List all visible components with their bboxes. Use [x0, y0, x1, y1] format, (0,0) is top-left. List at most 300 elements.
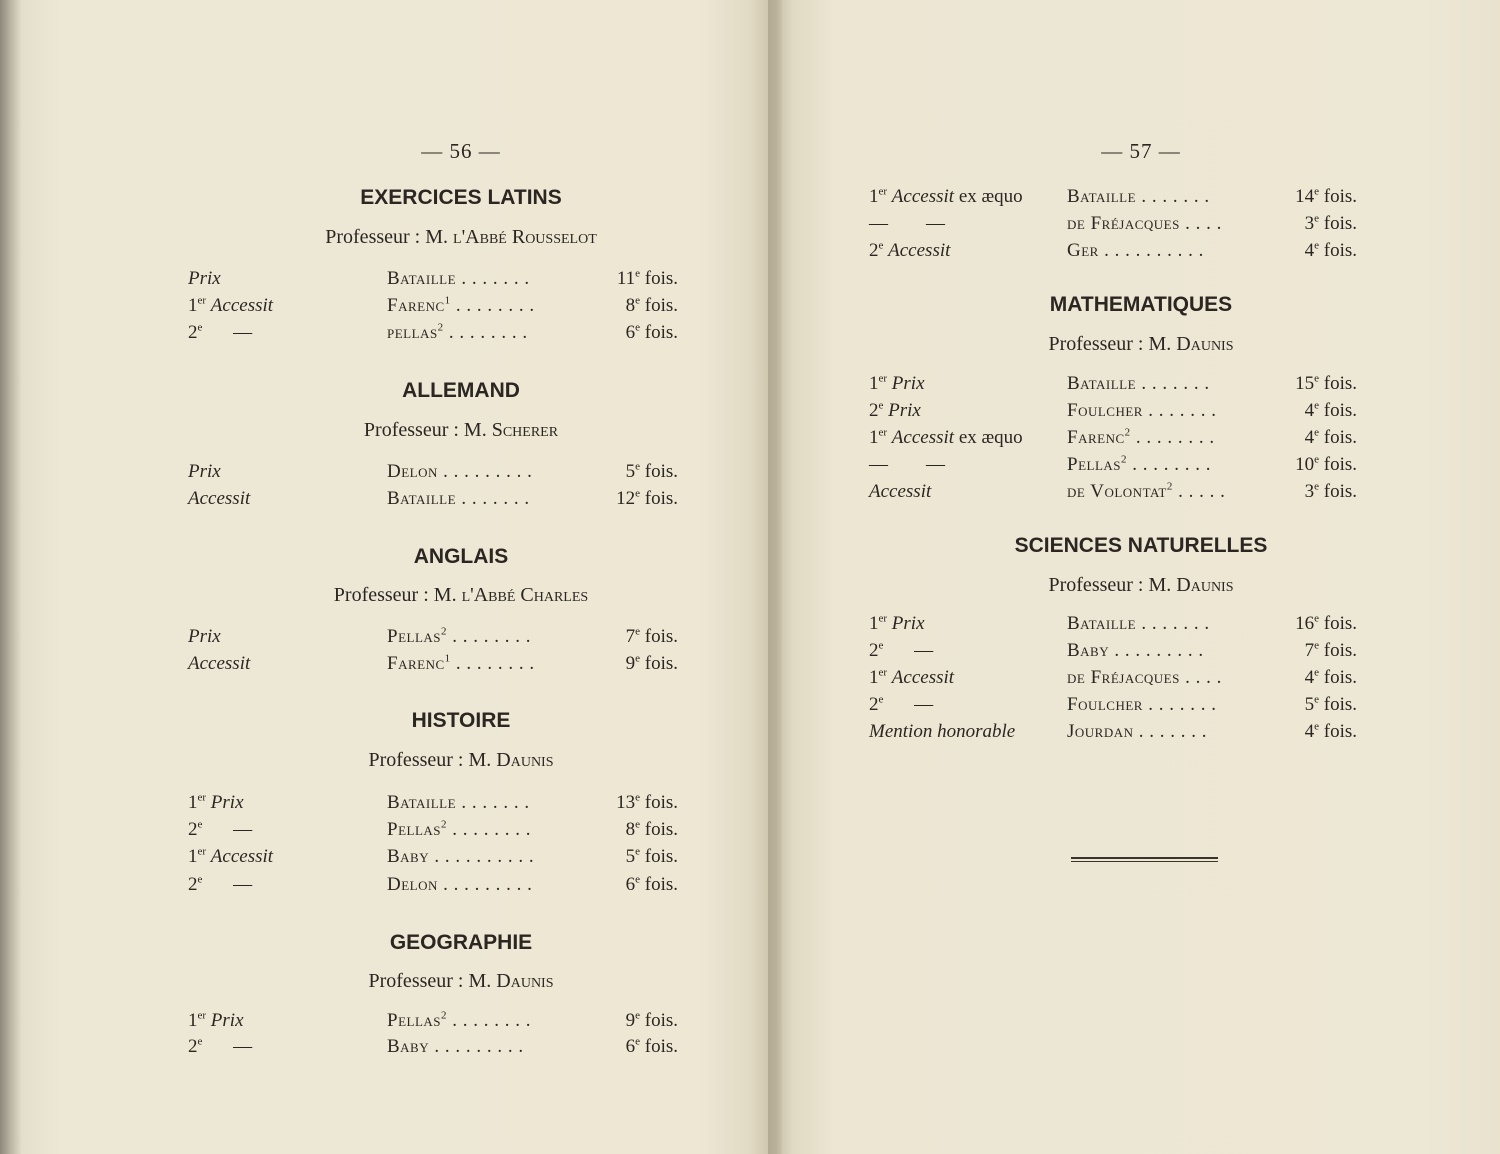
- award-row: [188, 295, 678, 321]
- times-number: 6: [625, 1036, 636, 1057]
- times-number: 3: [1304, 213, 1315, 234]
- times-suffix: e: [635, 791, 640, 804]
- professor-name: M. l'Abbé Charles: [433, 584, 589, 606]
- award-rank: 1: [869, 427, 879, 448]
- award-rank-suffix: e: [878, 399, 884, 412]
- professor-name: M. Daunis: [468, 970, 554, 992]
- times-count: [1305, 667, 1357, 689]
- student-name-text: Ger: [1067, 240, 1099, 261]
- times-word: fois.: [644, 846, 678, 867]
- award-rank-suffix: e: [197, 818, 203, 831]
- professor-separator: :: [1137, 574, 1144, 596]
- award-label: [869, 400, 921, 422]
- times-suffix: e: [635, 267, 640, 280]
- award-label: [869, 454, 945, 476]
- times-word: fois.: [644, 792, 678, 813]
- leader-dots: . . . . .: [1178, 481, 1226, 502]
- leader-dots: . . . .: [1185, 213, 1222, 234]
- times-word: fois.: [644, 1010, 678, 1031]
- times-word: fois.: [644, 819, 678, 840]
- times-count: [1305, 400, 1357, 422]
- leader-dots: . . . . . . . .: [455, 653, 535, 674]
- award-rank-suffix: er: [197, 791, 207, 804]
- award-name: Accessit: [891, 667, 955, 688]
- times-suffix: e: [1314, 212, 1319, 225]
- leader-dots: . . . . . . . .: [452, 819, 532, 840]
- award-label: [869, 186, 1023, 208]
- times-number: 4: [1304, 240, 1315, 261]
- times-suffix: e: [635, 873, 640, 886]
- leader-dots: . . . . . . .: [461, 268, 530, 289]
- award-label: [869, 373, 925, 395]
- professor-line: [1048, 574, 1233, 597]
- leader-dots: . . . . . . . .: [448, 322, 528, 343]
- leader-dots: . . . . . . . . . .: [434, 846, 535, 867]
- professor-label: Professeur: [1048, 333, 1133, 355]
- student-name: [1067, 186, 1210, 208]
- times-word: fois.: [644, 461, 678, 482]
- times-word: fois.: [644, 653, 678, 674]
- student-name-text: de Fréjacques: [1067, 667, 1180, 688]
- times-suffix: e: [1314, 720, 1319, 733]
- student-note-ref: 2: [1121, 453, 1128, 466]
- award-row: [869, 613, 1357, 639]
- times-word: fois.: [1323, 667, 1357, 688]
- award-name: Prix: [188, 626, 221, 647]
- award-name: Accessit: [210, 846, 274, 867]
- times-word: fois.: [644, 626, 678, 647]
- award-rank: 2: [869, 240, 879, 261]
- award-label: [869, 721, 1015, 743]
- award-row: [869, 240, 1357, 266]
- professor-name: M. l'Abbé Rousselot: [425, 226, 597, 248]
- times-number: 3: [1304, 481, 1315, 502]
- times-count: [1305, 427, 1357, 449]
- closing-rule: [1071, 857, 1218, 862]
- award-row: [188, 626, 678, 652]
- award-rank-suffix: e: [197, 873, 203, 886]
- page-number: — 57 —: [1101, 139, 1181, 163]
- award-rank: 1: [869, 613, 879, 634]
- times-suffix: e: [1314, 399, 1319, 412]
- times-number: 9: [625, 1010, 636, 1031]
- award-row: [188, 1036, 678, 1062]
- times-count: [616, 488, 678, 510]
- student-note-ref: 2: [1124, 426, 1131, 439]
- award-qualifier: — —: [869, 454, 945, 475]
- student-name-text: de Volontat: [1067, 481, 1167, 502]
- times-suffix: e: [1314, 666, 1319, 679]
- times-suffix: e: [1314, 239, 1319, 252]
- professor-label: Professeur: [368, 749, 453, 771]
- award-label: [188, 1036, 252, 1058]
- award-qualifier: —: [914, 694, 934, 715]
- award-row: [869, 373, 1357, 399]
- award-rank: 1: [869, 186, 879, 207]
- student-name-text: Delon: [387, 461, 438, 482]
- times-word: fois.: [1323, 400, 1357, 421]
- award-name: Prix: [188, 268, 221, 289]
- student-name-text: Pellas: [387, 819, 442, 840]
- times-suffix: e: [1314, 693, 1319, 706]
- award-row: [188, 1010, 678, 1036]
- student-name-text: Foulcher: [1067, 694, 1143, 715]
- award-row: [869, 427, 1357, 453]
- book-gutter: [768, 0, 782, 1154]
- times-count: [626, 819, 678, 841]
- professor-name: M. Daunis: [1148, 574, 1234, 596]
- student-name-text: Bataille: [387, 792, 457, 813]
- times-number: 7: [625, 626, 636, 647]
- times-suffix: e: [1314, 426, 1319, 439]
- section-title: SCIENCES NATURELLES: [1014, 534, 1268, 557]
- award-row: [188, 819, 678, 845]
- award-row: [869, 186, 1357, 212]
- award-name: Prix: [210, 1010, 244, 1031]
- times-count: [626, 1036, 678, 1058]
- student-name-text: Jourdan: [1067, 721, 1134, 742]
- section-title: GEOGRAPHIE: [389, 931, 533, 954]
- times-count: [617, 268, 678, 290]
- award-name: Prix: [888, 400, 921, 421]
- times-count: [616, 792, 678, 814]
- award-label: [188, 653, 250, 675]
- leader-dots: . . . . . . .: [1141, 373, 1210, 394]
- times-suffix: e: [635, 487, 640, 500]
- student-name-text: Pellas: [387, 626, 442, 647]
- times-number: 16: [1295, 613, 1315, 634]
- leader-dots: . . . . . . . .: [452, 626, 532, 647]
- leader-dots: . . . . . . . . . .: [1104, 240, 1204, 261]
- student-note-ref: 2: [441, 625, 448, 638]
- award-label: [188, 626, 221, 648]
- times-number: 7: [1304, 640, 1315, 661]
- leader-dots: . . . . . . .: [461, 792, 530, 813]
- award-label: [869, 427, 1023, 449]
- times-number: 8: [625, 295, 636, 316]
- leader-dots: . . . .: [1185, 667, 1222, 688]
- student-name: [387, 874, 532, 896]
- award-rank: 2: [188, 819, 198, 840]
- student-name-text: Baby: [387, 1036, 430, 1057]
- award-name: Prix: [891, 373, 925, 394]
- student-name: [1067, 454, 1211, 476]
- award-rank-suffix: e: [878, 639, 884, 652]
- award-name: Accessit: [210, 295, 274, 316]
- student-name: [1067, 400, 1216, 422]
- times-number: 6: [625, 322, 636, 343]
- student-name: [387, 461, 532, 483]
- professor-separator: :: [457, 749, 464, 771]
- times-count: [626, 653, 678, 675]
- professor-name: M. Scherer: [463, 419, 559, 441]
- professor-line: [368, 749, 553, 772]
- times-number: 15: [1295, 373, 1315, 394]
- student-name: [387, 322, 528, 344]
- award-row: [188, 653, 678, 679]
- times-number: 4: [1304, 721, 1315, 742]
- times-number: 9: [625, 653, 636, 674]
- times-word: fois.: [644, 268, 678, 289]
- award-rank: 1: [188, 792, 198, 813]
- award-name: Accessit: [188, 653, 251, 674]
- professor-label: Professeur: [368, 970, 453, 992]
- times-word: fois.: [644, 488, 678, 509]
- times-word: fois.: [1323, 454, 1357, 475]
- times-suffix: e: [635, 294, 640, 307]
- award-name: Accessit: [891, 427, 955, 448]
- student-name-text: Farenc: [387, 295, 445, 316]
- student-note-ref: 2: [1166, 480, 1173, 493]
- student-name: [1067, 427, 1215, 449]
- times-count: [1305, 240, 1357, 262]
- times-number: 4: [1304, 667, 1315, 688]
- section-title: HISTOIRE: [411, 709, 511, 732]
- student-name: [1067, 613, 1210, 635]
- award-rank-suffix: e: [197, 1035, 203, 1048]
- award-qualifier: —: [233, 1036, 253, 1057]
- award-rank: 2: [869, 694, 879, 715]
- award-row: [869, 667, 1357, 693]
- award-row: [188, 461, 678, 487]
- award-row: [188, 268, 678, 294]
- award-row: [869, 721, 1357, 747]
- student-name: [1067, 213, 1222, 235]
- award-label: [188, 1010, 244, 1032]
- times-number: 10: [1295, 454, 1315, 475]
- student-name: [387, 488, 530, 510]
- times-word: fois.: [1323, 427, 1357, 448]
- leader-dots: . . . . . . .: [1148, 694, 1217, 715]
- student-name: [387, 846, 534, 868]
- times-number: 5: [625, 846, 636, 867]
- award-rank-suffix: e: [197, 321, 203, 334]
- times-word: fois.: [1323, 721, 1357, 742]
- award-label: [188, 295, 273, 317]
- times-count: [1305, 721, 1357, 743]
- leader-dots: . . . . . . .: [461, 488, 530, 509]
- times-count: [626, 322, 678, 344]
- award-qualifier: ex æquo: [958, 427, 1023, 448]
- times-suffix: e: [635, 1009, 640, 1022]
- award-rank: 1: [869, 373, 879, 394]
- award-rank-suffix: e: [878, 693, 884, 706]
- section-title: EXERCICES LATINS: [360, 186, 562, 209]
- leader-dots: . . . . . . . . .: [434, 1036, 524, 1057]
- times-suffix: e: [1314, 612, 1319, 625]
- award-qualifier: —: [914, 640, 934, 661]
- award-rank-suffix: er: [197, 294, 207, 307]
- student-name-text: Pellas: [387, 1010, 442, 1031]
- student-name-text: Pellas: [1067, 454, 1122, 475]
- award-rank-suffix: er: [878, 612, 888, 625]
- professor-separator: :: [453, 419, 459, 441]
- section-title: ALLEMAND: [402, 379, 520, 402]
- award-rank: 2: [188, 874, 198, 895]
- student-name-text: Bataille: [387, 488, 457, 509]
- times-number: 13: [616, 792, 636, 813]
- award-label: [188, 268, 221, 290]
- professor-line: [334, 584, 588, 607]
- award-rank: 1: [188, 846, 198, 867]
- section-title: ANGLAIS: [413, 545, 509, 568]
- professor-label: Professeur: [325, 226, 410, 248]
- times-count: [1295, 373, 1357, 395]
- award-row: [869, 400, 1357, 426]
- professor-separator: :: [1137, 333, 1144, 355]
- times-count: [1305, 640, 1357, 662]
- professor-line: [368, 970, 553, 993]
- award-row: [188, 846, 678, 872]
- professor-line: [1048, 333, 1233, 356]
- times-count: [626, 295, 678, 317]
- award-rank-suffix: er: [878, 426, 888, 439]
- award-label: [869, 694, 933, 716]
- award-row: [869, 213, 1357, 239]
- times-suffix: e: [635, 845, 640, 858]
- student-name-text: Farenc: [1067, 427, 1125, 448]
- times-count: [1305, 481, 1357, 503]
- times-suffix: e: [1314, 453, 1319, 466]
- award-label: [188, 874, 252, 896]
- student-name-text: Bataille: [1067, 373, 1137, 394]
- award-label: [188, 792, 244, 814]
- times-count: [626, 846, 678, 868]
- award-rank-suffix: er: [197, 845, 207, 858]
- times-suffix: e: [635, 818, 640, 831]
- times-suffix: e: [635, 460, 640, 473]
- award-label: [869, 640, 933, 662]
- professor-label: Professeur: [333, 584, 419, 606]
- times-count: [626, 461, 678, 483]
- times-word: fois.: [644, 322, 678, 343]
- student-name: [387, 626, 531, 648]
- times-number: 5: [625, 461, 636, 482]
- student-note-ref: 2: [441, 818, 448, 831]
- student-note-ref: 2: [437, 321, 444, 334]
- award-rank: 1: [188, 1010, 198, 1031]
- leader-dots: . . . . . . . . .: [443, 461, 533, 482]
- award-name: Prix: [188, 461, 221, 482]
- student-name-text: Delon: [387, 874, 438, 895]
- times-word: fois.: [1323, 481, 1357, 502]
- student-name-text: Farenc: [387, 653, 445, 674]
- award-row: [188, 792, 678, 818]
- award-qualifier: ex æquo: [958, 186, 1023, 207]
- times-suffix: e: [1314, 185, 1319, 198]
- times-word: fois.: [1323, 186, 1357, 207]
- award-label: [869, 613, 925, 635]
- award-rank-suffix: er: [878, 666, 888, 679]
- professor-name: M. Daunis: [468, 749, 554, 771]
- award-rank: 1: [869, 667, 879, 688]
- student-name-text: Bataille: [1067, 186, 1137, 207]
- leader-dots: . . . . . . .: [1141, 613, 1210, 634]
- award-label: [188, 819, 252, 841]
- student-note-ref: 1: [444, 294, 451, 307]
- times-suffix: e: [635, 652, 640, 665]
- times-word: fois.: [1323, 213, 1357, 234]
- award-label: [869, 213, 945, 235]
- times-word: fois.: [1323, 240, 1357, 261]
- times-count: [1305, 694, 1357, 716]
- student-note-ref: 1: [444, 652, 451, 665]
- award-label: [188, 488, 250, 510]
- leader-dots: . . . . . . . . .: [443, 874, 533, 895]
- times-word: fois.: [644, 1036, 678, 1057]
- times-word: fois.: [1323, 694, 1357, 715]
- award-label: [869, 240, 950, 262]
- times-count: [626, 1010, 678, 1032]
- student-name-text: pellas: [387, 322, 438, 343]
- award-name: Accessit: [888, 240, 951, 261]
- award-rank: 2: [869, 640, 879, 661]
- student-name: [1067, 373, 1210, 395]
- student-name-text: de Fréjacques: [1067, 213, 1180, 234]
- award-rank-suffix: er: [197, 1009, 207, 1022]
- award-name: Prix: [210, 792, 244, 813]
- award-name: Accessit: [869, 481, 932, 502]
- award-label: [188, 846, 273, 868]
- times-count: [626, 874, 678, 896]
- times-word: fois.: [1323, 613, 1357, 634]
- student-name: [387, 653, 535, 675]
- leader-dots: . . . . . . . . .: [1114, 640, 1204, 661]
- award-name: Mention honorable: [869, 721, 1016, 742]
- award-rank: 2: [188, 1036, 198, 1057]
- award-rank: 1: [188, 295, 198, 316]
- times-number: 4: [1304, 427, 1315, 448]
- student-note-ref: 2: [441, 1009, 448, 1022]
- times-number: 12: [616, 488, 636, 509]
- award-rank: 2: [188, 322, 198, 343]
- page-number: — 56 —: [421, 139, 501, 163]
- professor-name: M. Daunis: [1148, 333, 1234, 355]
- student-name-text: Foulcher: [1067, 400, 1143, 421]
- times-suffix: e: [635, 321, 640, 334]
- award-row: [869, 481, 1357, 507]
- award-row: [869, 694, 1357, 720]
- times-count: [626, 626, 678, 648]
- times-suffix: e: [1314, 372, 1319, 385]
- times-number: 14: [1295, 186, 1315, 207]
- award-label: [188, 461, 221, 483]
- professor-label: Professeur: [363, 419, 449, 441]
- times-word: fois.: [644, 874, 678, 895]
- times-suffix: e: [635, 625, 640, 638]
- award-row: [188, 874, 678, 900]
- times-count: [1295, 454, 1357, 476]
- student-name: [387, 268, 530, 290]
- student-name-text: Bataille: [1067, 613, 1137, 634]
- student-name: [387, 1036, 524, 1058]
- professor-separator: :: [414, 226, 421, 248]
- student-name: [387, 1010, 531, 1032]
- section-title: MATHEMATIQUES: [1049, 293, 1233, 316]
- student-name-text: Baby: [1067, 640, 1110, 661]
- award-label: [869, 481, 931, 503]
- award-label: [188, 322, 252, 344]
- award-rank-suffix: er: [878, 372, 888, 385]
- times-number: 6: [625, 874, 636, 895]
- leader-dots: . . . . . . .: [1141, 186, 1210, 207]
- award-qualifier: —: [233, 819, 253, 840]
- times-word: fois.: [1323, 640, 1357, 661]
- times-word: fois.: [644, 295, 678, 316]
- times-count: [1295, 613, 1357, 635]
- student-name: [1067, 640, 1204, 662]
- professor-line: [364, 419, 558, 442]
